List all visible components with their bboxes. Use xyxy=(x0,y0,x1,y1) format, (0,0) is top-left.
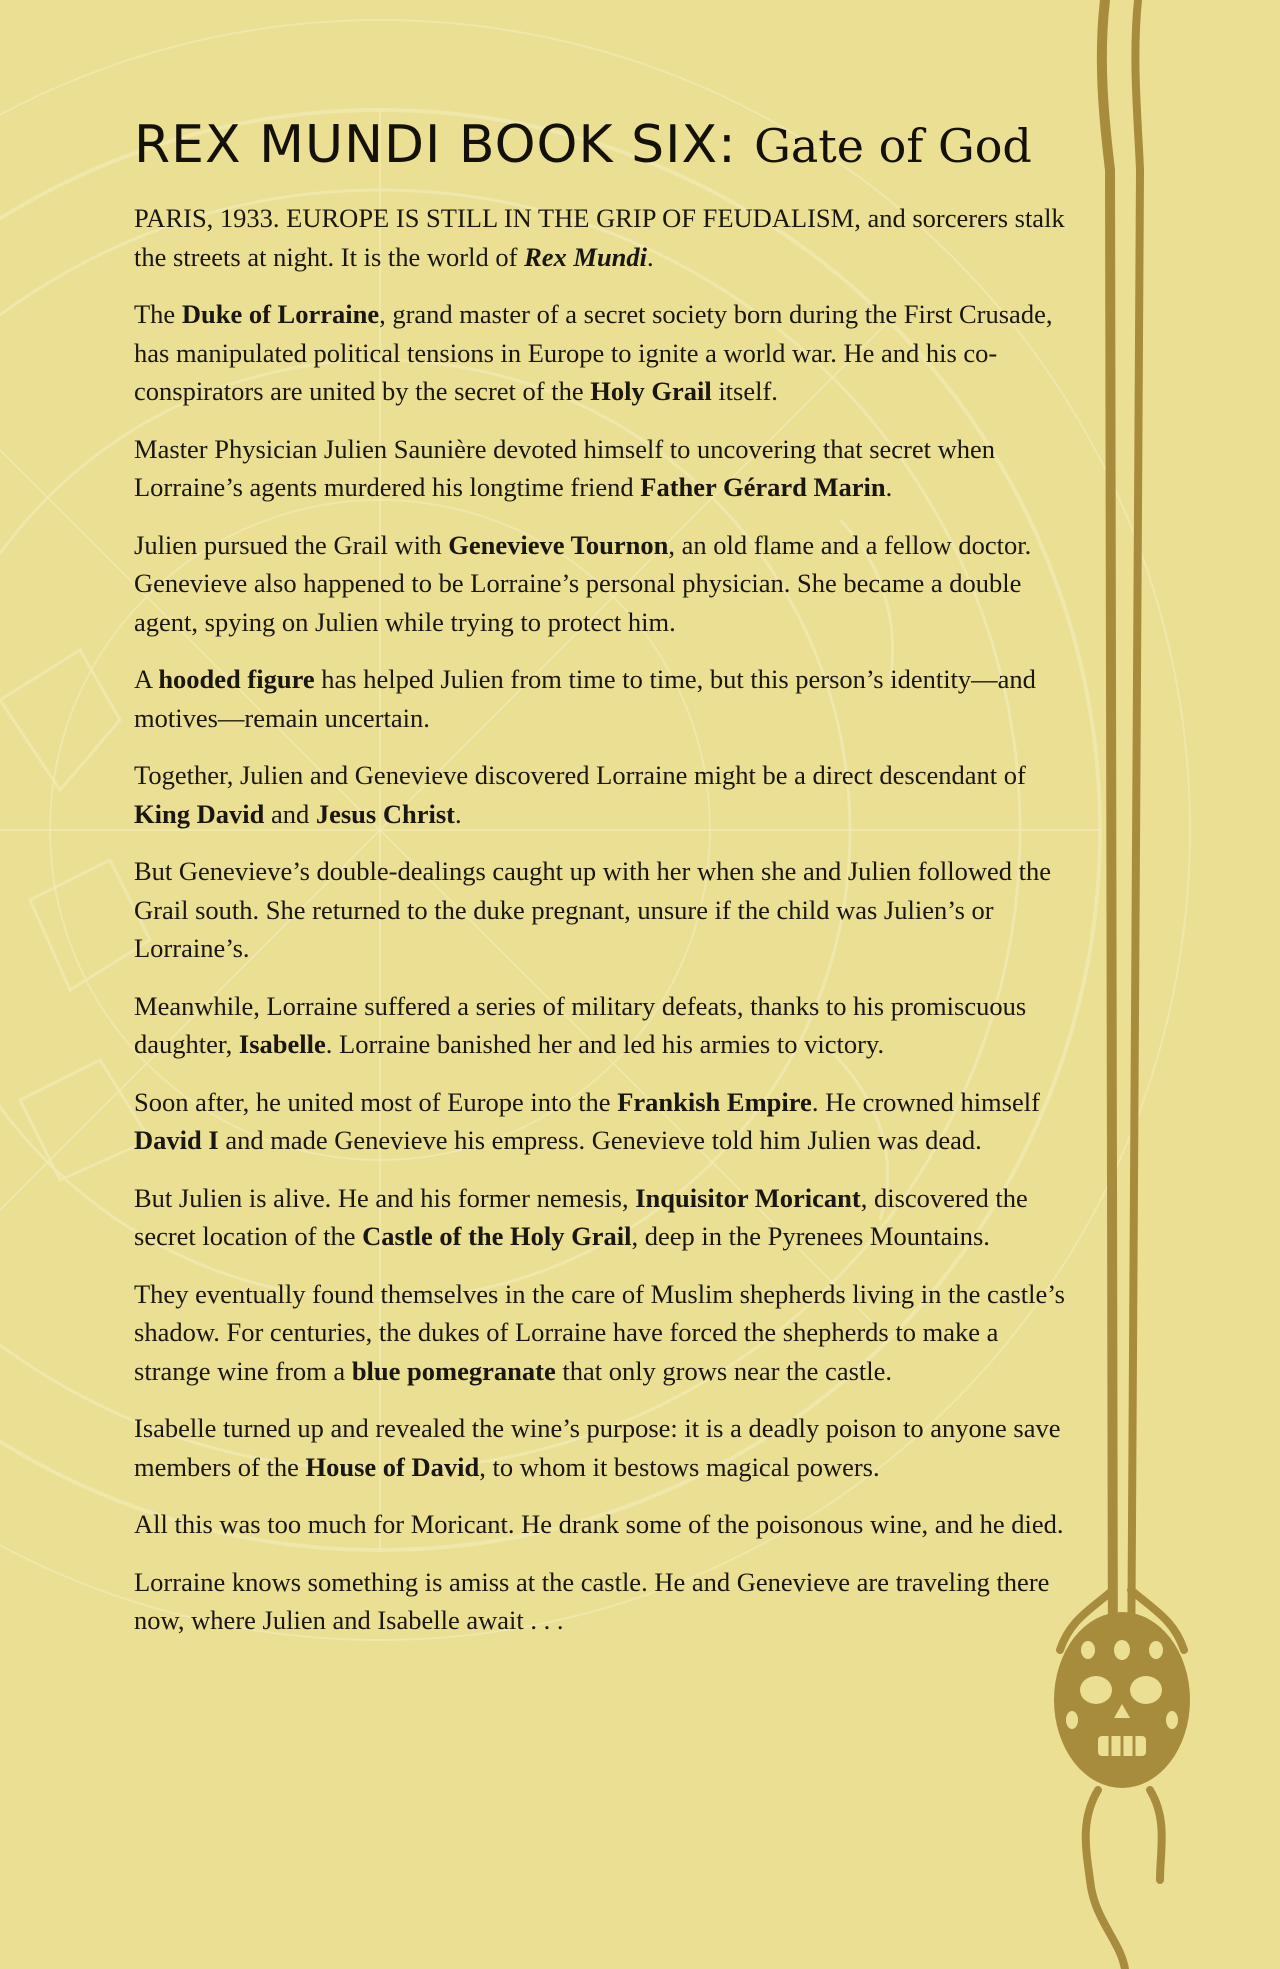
recap-paragraph xyxy=(134,987,1080,1064)
paragraph-text: But Julien is alive. He and his former nemesis, xyxy=(134,1182,636,1213)
emphasized-name: King David xyxy=(134,798,265,829)
paragraph-text: has helped Julien from time to time, but this person’s identity—and motives—remain uncertain. xyxy=(134,664,1036,733)
recap-paragraph xyxy=(134,1409,1080,1486)
emphasized-name: Holy Grail xyxy=(590,376,712,406)
paragraph-text: , deep in the Pyrenees Mountains. xyxy=(631,1221,990,1251)
emphasized-name: Father Gérard Marin xyxy=(640,472,886,502)
recap-paragraph xyxy=(134,526,1080,642)
paragraph-text: Julien pursued the Grail with xyxy=(134,529,449,560)
recap-paragraph xyxy=(134,1179,1080,1256)
recap-paragraph xyxy=(134,295,1080,411)
recap-paragraph xyxy=(134,430,1080,507)
emphasized-name: Castle of the Holy Grail xyxy=(362,1221,632,1251)
emphasized-name: Jesus Christ xyxy=(315,798,455,829)
emphasized-name: hooded figure xyxy=(158,664,315,694)
emphasized-name: Duke of Lorraine xyxy=(181,299,380,329)
paragraph-text: They eventually found themselves in the care of Muslim shepherds living in the castle’s shadow. For centuries, the dukes of Lorraine have forced the shepherds to make a strange wine from a xyxy=(134,1278,1065,1386)
paragraph-text: Lorraine knows something is amiss at the castle. He and Genevieve are traveling there now, where Julien and Isabelle await . . . xyxy=(134,1566,1050,1635)
title-main: REX MUNDI BOOK SIX: xyxy=(134,115,737,175)
paragraph-text: . Lorraine banished her and led his armies to victory. xyxy=(325,1029,885,1059)
paragraph-text: All this was too much for Moricant. He drank some of the poisonous wine, and he died. xyxy=(134,1509,1064,1539)
paragraph-text: . He crowned himself xyxy=(811,1086,1040,1117)
paragraph-text: . xyxy=(454,798,462,829)
recap-paragraph xyxy=(134,199,1080,276)
paragraph-text: , an old flame and a fellow doctor. Genevieve also happened to be Lorraine’s personal physician. She became a double agent, spying on Julien while trying to protect him. xyxy=(134,529,1032,637)
recap-paragraph xyxy=(134,660,1080,737)
emphasized-name: blue pomegranate xyxy=(351,1355,556,1386)
paragraph-text: and xyxy=(264,798,316,829)
recap-paragraph xyxy=(134,852,1080,968)
recap-paragraph xyxy=(134,1275,1080,1391)
paragraph-text: that only grows near the castle. xyxy=(555,1355,892,1386)
emphasized-name: Genevieve Tournon xyxy=(448,529,669,560)
vertical-border-ornament xyxy=(1102,0,1113,1690)
paragraph-text: Meanwhile, Lorraine suffered a series of military defeats, thanks to his promiscuous daughter, xyxy=(134,990,1027,1059)
emphasized-name: Rex Mundi xyxy=(524,241,648,272)
page-title xyxy=(134,112,1080,179)
paragraph-text: Master Physician Julien Saunière devoted himself to uncovering that secret when Lorraine’s agents murdered his longtime friend xyxy=(134,433,996,502)
emphasized-name: Inquisitor Moricant xyxy=(635,1182,861,1213)
paragraph-text: Isabelle turned up and revealed the wine’s purpose: it is a deadly poison to anyone save members of the xyxy=(134,1413,1061,1482)
paragraph-text: Soon after, he united most of Europe into the xyxy=(134,1086,618,1117)
paragraph-text: , to whom it bestows magical powers. xyxy=(479,1451,880,1482)
paragraph-text: , grand master of a secret society born during the First Crusade, has manipulated political tensions in Europe to ignite a world war. He and his co-conspirators are united by the secret of the xyxy=(134,299,1053,406)
paragraph-text: Together, Julien and Genevieve discovered Lorraine might be a direct descendant of xyxy=(134,760,1026,790)
paragraph-text: The xyxy=(134,299,182,329)
recap-paragraph xyxy=(134,756,1080,833)
recap-body xyxy=(134,199,1080,1640)
paragraph-text: , discovered the secret location of the xyxy=(134,1182,1028,1251)
emphasized-name: Isabelle xyxy=(238,1029,326,1059)
paragraph-text: itself. xyxy=(711,376,778,406)
paragraph-text: PARIS, 1933. EUROPE IS STILL IN THE GRIP OF FEUDALISM, and sorcerers stalk the streets at night. It is the world of xyxy=(134,203,1065,272)
recap-paragraph xyxy=(134,1083,1080,1160)
recap-paragraph xyxy=(134,1563,1080,1640)
title-subtitle: Gate of God xyxy=(754,119,1032,173)
recap-page xyxy=(134,112,1080,1659)
paragraph-text: . xyxy=(885,472,893,502)
emphasized-name: David I xyxy=(134,1125,219,1155)
emphasized-name: House of David xyxy=(305,1451,480,1482)
recap-paragraph xyxy=(134,1505,1080,1544)
paragraph-text: But Genevieve’s double-dealings caught up with her when she and Julien followed the Grail south. She returned to the duke pregnant, unsure if the child was Julien’s or Lorraine’s. xyxy=(134,856,1051,963)
paragraph-text: . xyxy=(647,241,654,272)
emphasized-name: Frankish Empire xyxy=(617,1086,812,1117)
paragraph-text: and made Genevieve his empress. Genevieve told him Julien was dead. xyxy=(218,1125,982,1155)
paragraph-text: A xyxy=(134,664,159,694)
